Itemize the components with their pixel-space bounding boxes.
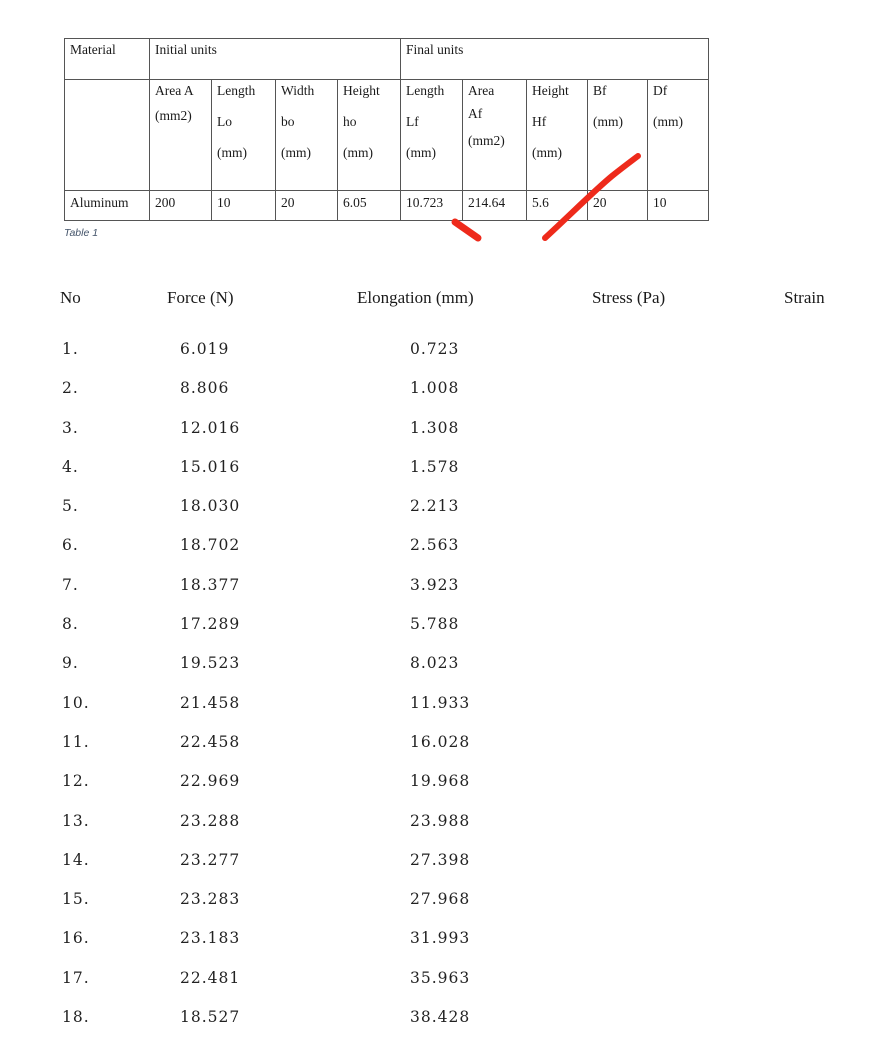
value-cell: 10 bbox=[212, 191, 276, 221]
elongation-value: 31.993 bbox=[410, 929, 471, 948]
row-number: 5. bbox=[62, 497, 79, 516]
elongation-value: 27.968 bbox=[410, 890, 471, 909]
force-value: 23.283 bbox=[180, 890, 241, 909]
material-header: Material bbox=[65, 39, 150, 80]
elongation-value: 8.023 bbox=[410, 654, 460, 673]
height-hf-header: Height Hf (mm) bbox=[527, 80, 588, 191]
value-cell: 20 bbox=[588, 191, 648, 221]
row-number: 12. bbox=[62, 772, 90, 791]
elongation-value: 3.923 bbox=[410, 575, 460, 594]
elongation-value: 11.933 bbox=[410, 693, 471, 712]
table-row bbox=[0, 812, 877, 851]
elongation-value: 19.968 bbox=[410, 772, 471, 791]
elongation-value: 1.308 bbox=[410, 418, 460, 437]
row-number: 10. bbox=[62, 693, 90, 712]
table-row bbox=[0, 340, 877, 379]
elongation-column-header: Elongation (mm) bbox=[357, 288, 474, 307]
row-number: 13. bbox=[62, 811, 90, 830]
elongation-value: 16.028 bbox=[410, 732, 471, 751]
data-table-header bbox=[0, 288, 877, 312]
row-number: 6. bbox=[62, 536, 79, 555]
row-number: 2. bbox=[62, 379, 79, 398]
table-row bbox=[0, 929, 877, 968]
table-row bbox=[0, 576, 877, 615]
value-cell: 20 bbox=[276, 191, 338, 221]
check-stroke-long bbox=[545, 156, 638, 238]
value-cell: 10 bbox=[648, 191, 709, 221]
check-mark-strokes bbox=[455, 156, 638, 238]
elongation-value: 0.723 bbox=[410, 340, 460, 358]
stress-column-header: Stress (Pa) bbox=[592, 288, 666, 307]
value-cell: 200 bbox=[150, 191, 212, 221]
force-value: 18.527 bbox=[180, 1008, 241, 1027]
force-value: 15.016 bbox=[180, 457, 241, 476]
row-number: 8. bbox=[62, 615, 79, 634]
force-value: 12.016 bbox=[180, 418, 241, 437]
table-row bbox=[0, 379, 877, 418]
table-row bbox=[0, 733, 877, 772]
table-row bbox=[0, 536, 877, 575]
elongation-value: 23.988 bbox=[410, 811, 471, 830]
elongation-value: 2.213 bbox=[410, 497, 460, 516]
force-value: 23.277 bbox=[180, 850, 241, 869]
table-row bbox=[0, 851, 877, 890]
row-number: 18. bbox=[62, 1008, 90, 1027]
force-value: 18.377 bbox=[180, 575, 241, 594]
force-value: 17.289 bbox=[180, 615, 241, 634]
table-row bbox=[0, 969, 877, 1008]
width-bo-header: Width bo (mm) bbox=[276, 80, 338, 191]
table-row bbox=[0, 890, 877, 929]
value-cell: 5.6 bbox=[527, 191, 588, 221]
area-a-header: Area A (mm2) bbox=[150, 80, 212, 191]
df-header: Df (mm) bbox=[648, 80, 709, 191]
length-lo-header: Length Lo (mm) bbox=[212, 80, 276, 191]
row-number: 14. bbox=[62, 850, 90, 869]
force-value: 23.288 bbox=[180, 811, 241, 830]
force-value: 22.481 bbox=[180, 968, 241, 987]
elongation-value: 35.963 bbox=[410, 968, 471, 987]
row-number: 9. bbox=[62, 654, 79, 673]
row-number: 7. bbox=[62, 575, 79, 594]
table-row bbox=[0, 654, 877, 693]
elongation-value: 38.428 bbox=[410, 1008, 471, 1027]
red-check-mark bbox=[0, 0, 877, 260]
row-number: 15. bbox=[62, 890, 90, 909]
check-stroke-short bbox=[455, 222, 478, 238]
row-number: 16. bbox=[62, 929, 90, 948]
table-row bbox=[0, 615, 877, 654]
bf-header: Bf (mm) bbox=[588, 80, 648, 191]
force-value: 6.019 bbox=[180, 340, 230, 358]
elongation-value: 1.008 bbox=[410, 379, 460, 398]
strain-column-header: Strain bbox=[784, 288, 825, 307]
row-number: 17. bbox=[62, 968, 90, 987]
value-cell: 10.723 bbox=[401, 191, 463, 221]
elongation-value: 1.578 bbox=[410, 457, 460, 476]
force-value: 19.523 bbox=[180, 654, 241, 673]
table-row bbox=[0, 694, 877, 733]
table-row bbox=[0, 772, 877, 811]
initial-units-header: Initial units bbox=[150, 39, 401, 80]
table-caption: Table 1 bbox=[64, 227, 99, 239]
force-value: 23.183 bbox=[180, 929, 241, 948]
no-column-header: No bbox=[60, 288, 81, 307]
final-units-header: Final units bbox=[401, 39, 709, 80]
table-row bbox=[0, 458, 877, 497]
value-cell: 214.64 bbox=[463, 191, 527, 221]
force-value: 22.969 bbox=[180, 772, 241, 791]
force-value: 8.806 bbox=[180, 379, 230, 398]
data-table-rows bbox=[0, 340, 877, 1047]
force-value: 18.030 bbox=[180, 497, 241, 516]
table-row bbox=[0, 419, 877, 458]
elongation-value: 2.563 bbox=[410, 536, 460, 555]
elongation-value: 5.788 bbox=[410, 615, 460, 634]
elongation-value: 27.398 bbox=[410, 850, 471, 869]
force-value: 21.458 bbox=[180, 693, 241, 712]
value-cell: 6.05 bbox=[338, 191, 401, 221]
length-lf-header: Length Lf (mm) bbox=[401, 80, 463, 191]
force-value: 22.458 bbox=[180, 732, 241, 751]
table-row bbox=[0, 497, 877, 536]
row-number: 11. bbox=[62, 732, 90, 751]
force-column-header: Force (N) bbox=[167, 288, 234, 307]
material-cell: Aluminum bbox=[65, 191, 150, 221]
table-row bbox=[0, 1008, 877, 1047]
row-number: 1. bbox=[62, 340, 79, 358]
row-number: 3. bbox=[62, 418, 79, 437]
area-af-header: Area Af (mm2) bbox=[463, 80, 527, 191]
row-number: 4. bbox=[62, 457, 79, 476]
force-value: 18.702 bbox=[180, 536, 241, 555]
height-ho-header: Height ho (mm) bbox=[338, 80, 401, 191]
